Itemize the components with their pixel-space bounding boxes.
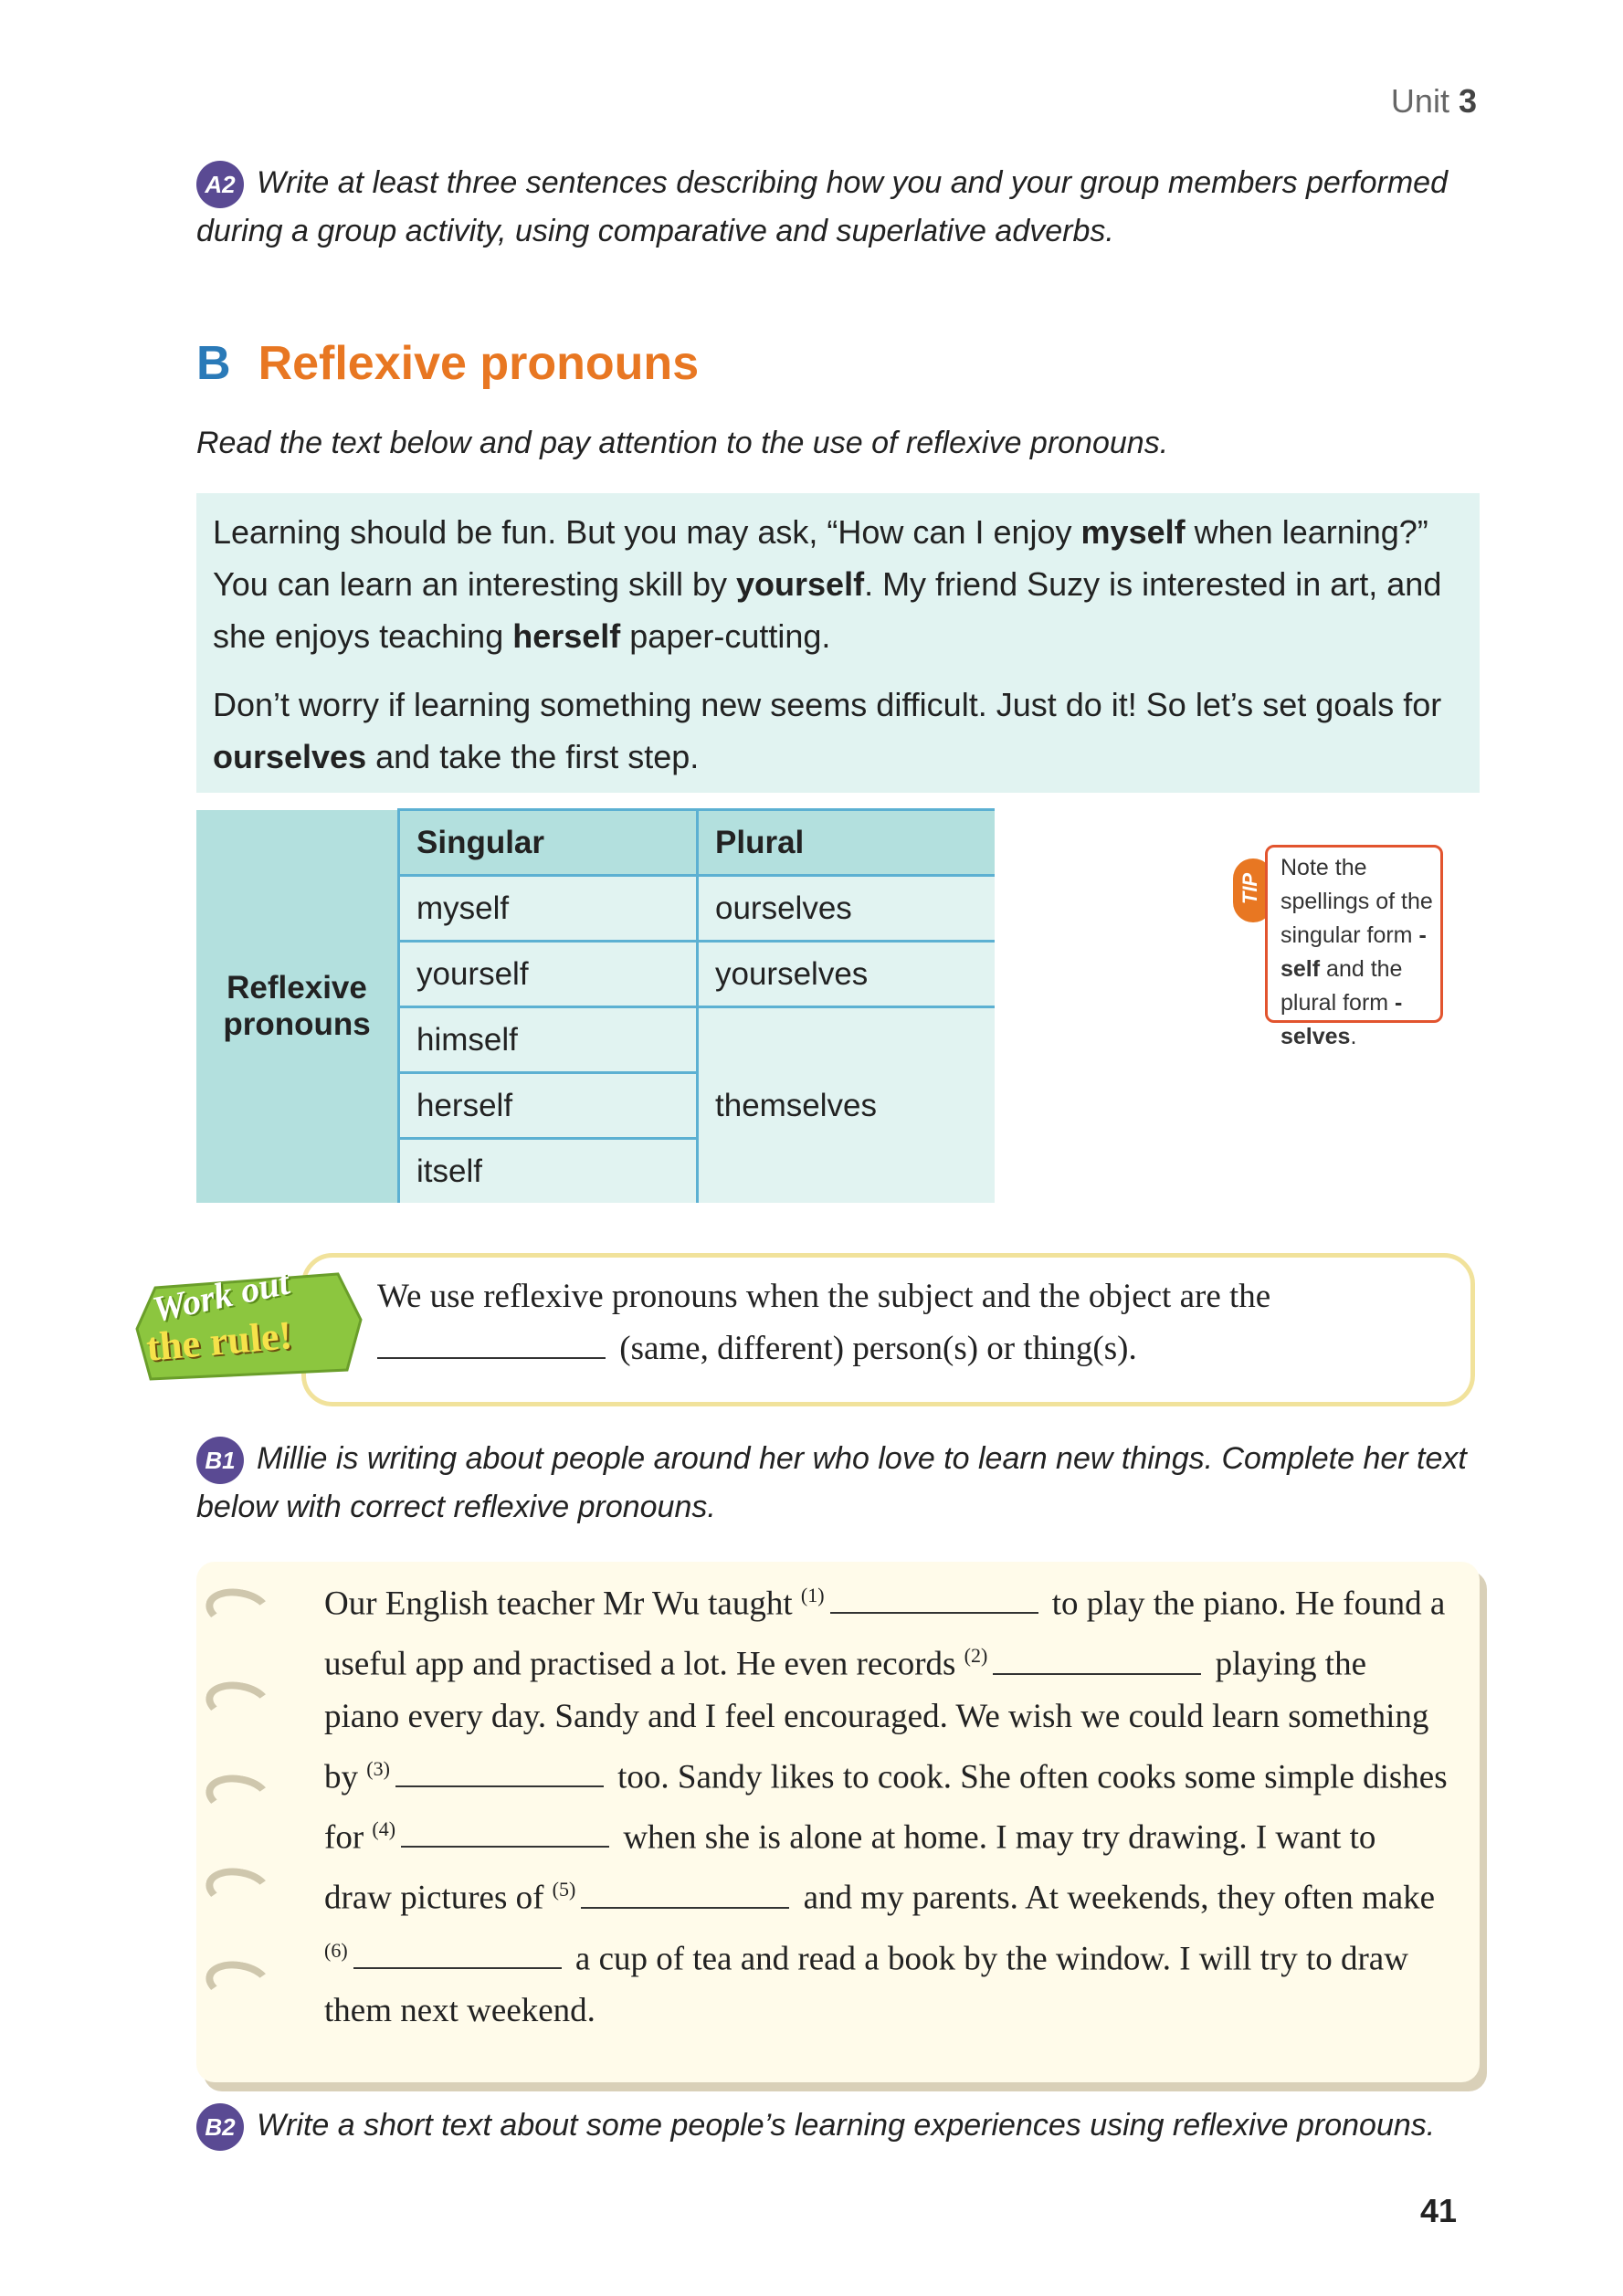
table-cell: himself — [399, 1007, 698, 1073]
table-row-header — [196, 810, 399, 1204]
table-cell: myself — [399, 876, 698, 942]
notebook-sentence: playing the piano every day. Sandy and I feel encouraged. We wish we could learn something by — [324, 1645, 1429, 1796]
row-header-text: Reflexive pronouns — [223, 969, 371, 1042]
table-cell: themselves — [698, 1007, 996, 1204]
tip-text: Note the spellings of the singular form — [1280, 855, 1433, 948]
rule-badge-line-1: Work out — [148, 1260, 293, 1331]
blank-6[interactable] — [353, 1938, 562, 1969]
blank-number: (5) — [552, 1878, 576, 1901]
reading-paragraph-2 — [213, 679, 1463, 783]
tip-box — [1265, 845, 1443, 1049]
reading-text: Learning should be fun. But you may ask, “How can I enjoy — [213, 513, 1081, 551]
col-header-plural: Plural — [698, 810, 996, 876]
blank-number: (3) — [366, 1756, 390, 1780]
rule-badge-line-2: the rule! — [144, 1312, 294, 1370]
table-cell: ourselves — [698, 876, 996, 942]
section-letter: B — [196, 337, 231, 390]
tip-text: and the plural form — [1280, 956, 1403, 1016]
unit-number: 3 — [1458, 82, 1477, 120]
section-instruction: Read the text below and pay attention to the use of reflexive pronouns. — [196, 426, 1169, 460]
tip-text: . — [1350, 1024, 1357, 1049]
notebook-sentence: and my parents. At weekends, they often make — [803, 1879, 1436, 1917]
blank-number: (2) — [964, 1644, 988, 1668]
reflexive-word: ourselves — [213, 738, 367, 775]
rule-box — [301, 1253, 1475, 1406]
page-number: 41 — [1420, 2192, 1458, 2229]
unit-label: Unit — [1390, 82, 1449, 120]
tip-tag-text: TIP — [1238, 872, 1262, 905]
col-header-singular: Singular — [399, 810, 698, 876]
notebook-sentence: Our English teacher Mr Wu taught — [324, 1585, 793, 1623]
tip-bold: -selves — [1280, 990, 1403, 1049]
reading-text: Don’t worry if learning something new seems difficult. Just do it! So let’s set goals for — [213, 686, 1442, 723]
blank-number: (6) — [324, 1938, 348, 1962]
reading-text: . My friend Suzy is interested in art, and she enjoys teaching — [213, 565, 1442, 655]
reflexive-pronoun-table — [196, 808, 995, 1203]
blank-number: (4) — [372, 1817, 396, 1840]
task-b1 — [196, 1436, 1475, 1530]
reading-text: paper-cutting. — [620, 617, 831, 655]
notebook-sentence: a cup of tea and read a book by the window. I will try to draw them next weekend. — [324, 1939, 1408, 2029]
reading-text: and take the first step. — [366, 738, 700, 775]
table-cell: yourself — [399, 942, 698, 1007]
task-b2 — [196, 2102, 1475, 2151]
reflexive-word: yourself — [736, 565, 865, 603]
blank-number: (1) — [800, 1584, 825, 1606]
unit-header — [1391, 82, 1477, 121]
rule-blank[interactable] — [377, 1328, 606, 1359]
task-badge-b1: B1 — [196, 1437, 244, 1484]
table-cell: yourselves — [698, 942, 996, 1007]
blank-2[interactable] — [993, 1644, 1201, 1675]
tip-bold: -self — [1280, 922, 1427, 982]
notebook-text — [324, 1569, 1448, 2037]
table-cell: itself — [399, 1139, 698, 1204]
rule-line-2 — [377, 1322, 1470, 1374]
task-b1-text: Millie is writing about people around her who love to learn new things. Complete her text below with correct reflexive pronouns. — [196, 1441, 1467, 1525]
notebook-sentence: when she is alone at home. I may try drawing. I want to draw pictures of — [324, 1818, 1376, 1917]
blank-5[interactable] — [581, 1878, 789, 1909]
section-title — [196, 336, 699, 391]
reading-passage — [196, 493, 1480, 793]
blank-1[interactable] — [830, 1583, 1038, 1614]
task-badge-b2: B2 — [196, 2103, 244, 2151]
work-out-rule-badge — [128, 1256, 374, 1397]
reflexive-word: herself — [512, 617, 621, 655]
rule-text: (same, different) person(s) or thing(s). — [619, 1330, 1137, 1367]
task-a2-text: Write at least three sentences describing how you and your group members performed during a group activity, using comparative and superlative adverbs. — [196, 165, 1448, 249]
table-cell: herself — [399, 1073, 698, 1139]
blank-3[interactable] — [395, 1756, 604, 1787]
task-a2 — [196, 160, 1475, 254]
reflexive-word: myself — [1080, 513, 1186, 551]
task-b2-text: Write a short text about some people’s learning experiences using reflexive pronouns. — [257, 2108, 1436, 2143]
notebook-sentence: too. Sandy likes to cook. She often cooks some simple dishes for — [324, 1757, 1448, 1857]
section-name: Reflexive pronouns — [258, 337, 700, 390]
reading-paragraph-1 — [213, 506, 1463, 662]
notebook-sentence: to play the piano. He found a useful app and practised a lot. He even records — [324, 1585, 1446, 1683]
blank-4[interactable] — [401, 1817, 609, 1848]
rule-line-1: We use reflexive pronouns when the subject and the object are the — [377, 1278, 1271, 1315]
reading-text: when learning?” You can learn an interesting skill by — [213, 513, 1428, 603]
task-badge-a2: A2 — [196, 161, 244, 208]
